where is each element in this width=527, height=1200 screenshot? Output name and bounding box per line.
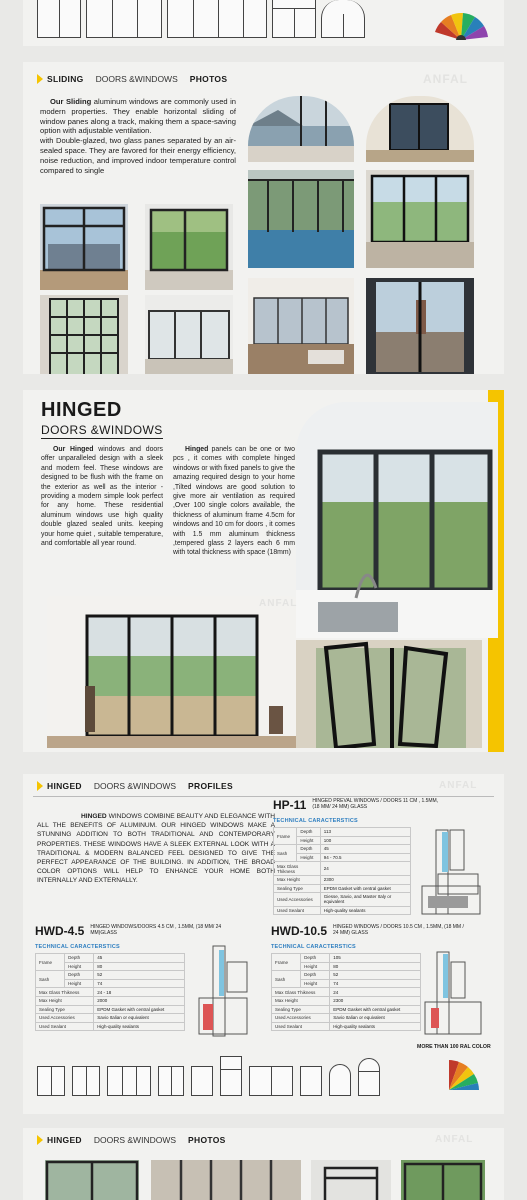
spec-frame-label: Frame <box>272 954 301 971</box>
spec-height-label: Height <box>65 979 94 988</box>
spec-height-label: Height <box>297 836 320 845</box>
window-diagram-icon <box>72 1066 100 1096</box>
hinged-col2 <box>173 445 295 558</box>
color-fan-icon <box>433 0 489 40</box>
spec-acc-label: Used Accessories <box>36 1014 94 1023</box>
header-tab: PHOTOS <box>189 74 228 84</box>
section-header <box>23 776 504 796</box>
photo-hinged-2 <box>151 1160 301 1200</box>
photo-hinged-3 <box>311 1160 391 1200</box>
sliding-lead: Our Sliding <box>50 97 92 106</box>
spec-seal-label: Sealing Type <box>274 884 321 893</box>
spec-depth-label: Depth <box>301 971 330 980</box>
hwd45-spec-table <box>35 953 185 1031</box>
spec-value: 105 <box>330 954 421 963</box>
spec-value: High-quality sealants <box>320 906 410 915</box>
spec-value: 52 <box>330 971 421 980</box>
photo-sliding-greenhill <box>366 170 474 268</box>
header-subtitle: DOORS &WINDOWS <box>95 74 178 84</box>
hinged-col1-lead: Our Hinged <box>53 446 94 453</box>
profiles-intro-body: WINDOWS COMBINE BEAUTY AND ELEGANCE WITH ALL THE BENEFITS OF ALUMINUM. OUR HINGED WINDOWS MAKE A STUNNING ADDITION TO BOTH TRADITIONAL AND CONTEMPORARY PROPERTIES. THESE WINDOWS HAVE A SLEEK EXTERNAL LOOK WITH A TRADITIONAL & MODERN BALANCED FEEL DESIGNED TO GIVE THE PERFECT APPEARANCE OF THE BUILDING. IN ADDITION, THE BROAD COLOR OPTIONS WILL HELP TO ENHANCE YOUR HOME BOTH INTERNALLY AND EXTERNALLY. <box>37 813 275 885</box>
header-rule <box>33 796 494 797</box>
window-diagrams-profiles <box>37 1056 380 1096</box>
spec-maxh-label: Max Height <box>272 996 330 1005</box>
profiles-intro <box>37 812 275 886</box>
spec-height-label: Height <box>301 962 330 971</box>
hp11-code: HP-11 <box>273 798 307 812</box>
hinged-title: HINGED <box>41 399 122 421</box>
spec-value: 74 <box>94 979 185 988</box>
spec-depth-label: Depth <box>65 954 94 963</box>
header-subtitle: DOORS &WINDOWS <box>93 781 177 791</box>
color-fan-icon <box>443 1056 489 1092</box>
spec-value: High-quality sealants <box>330 1022 421 1031</box>
photo-sliding-grid-door <box>40 295 128 374</box>
sliding-para1: aluminum windows are commonly used in modern properties. They enable horizontal sliding of window panes along a track, making them a space-saving option with adjustable ventilation. <box>40 97 237 136</box>
spec-height-label: Height <box>301 979 330 988</box>
hinged-subtitle: DOORS &WINDOWS <box>41 423 163 437</box>
hwd45-profile-section-icon <box>193 942 255 1040</box>
spec-value: 24 <box>320 862 410 876</box>
spec-frame-label: Frame <box>36 954 65 971</box>
anfal-watermark: ANFAL <box>423 72 468 86</box>
window-diagram-icon <box>37 0 81 38</box>
spec-value: 74 <box>330 979 421 988</box>
photo-hinged-tilt-window <box>296 640 482 748</box>
spec-depth-label: Depth <box>301 954 330 963</box>
header-tab: PHOTOS <box>188 1135 226 1145</box>
header-tab: PROFILES <box>188 781 233 791</box>
hinged-col1 <box>41 445 163 548</box>
hp11-profile-section-icon <box>418 826 484 918</box>
spec-value: 113 <box>320 828 410 837</box>
spec-value: 80 <box>330 962 421 971</box>
header-title: HINGED <box>47 1135 82 1145</box>
spec-seal-label: Sealing Type <box>36 1005 94 1014</box>
anfal-watermark: ANFAL <box>259 598 298 609</box>
hinged-col2-lead: Hinged <box>185 446 209 453</box>
spec-value: 45 <box>94 954 185 963</box>
hwd45-desc: HINGED WINDOWS/DOORS 4.5 CM , 1.5MM, (18 MM/ 24 MM)GLASS <box>90 924 222 936</box>
spec-sealant-label: Used Sealant <box>274 906 321 915</box>
window-diagrams-top <box>37 0 365 38</box>
spec-value: EPDM Gasket with central gasket <box>94 1005 185 1014</box>
window-diagram-icon <box>220 1056 242 1096</box>
spec-value: 94 - 70.5 <box>320 853 410 862</box>
spec-depth-label: Depth <box>297 828 320 837</box>
hwd105-profile-section-icon <box>419 948 485 1038</box>
photo-hinged-patio-doors <box>47 596 317 748</box>
photo-hinged-4 <box>401 1160 485 1200</box>
hwd45-tech-label: TECHNICAL CARACTERSTICS <box>35 944 120 950</box>
window-diagram-icon <box>358 1058 380 1096</box>
window-diagram-icon <box>107 1066 151 1096</box>
spec-value: 100 <box>320 836 410 845</box>
spec-value: 24 <box>330 988 421 997</box>
window-diagram-icon <box>321 0 365 38</box>
window-diagram-icon <box>249 1066 293 1096</box>
spec-sash-label: Sash <box>272 971 301 988</box>
photo-hinged-kitchen-window <box>296 402 498 638</box>
window-diagram-icon <box>329 1064 351 1096</box>
spec-value: Savio Italian or equivalent <box>330 1014 421 1023</box>
sliding-para2: with Double-glazed, two glass panes separated by an air-sealed space. They are favored for their energy efficiency, noise reduction, and improved indoor temperature control compared to single <box>40 136 236 175</box>
window-diagram-icon <box>272 0 316 38</box>
spec-height-label: Height <box>297 853 320 862</box>
spec-value: 24 - 18 <box>94 988 185 997</box>
window-diagram-icon <box>158 1066 184 1096</box>
photo-sliding-cityview <box>40 204 128 290</box>
spec-maxh-label: Max Height <box>36 996 94 1005</box>
spec-seal-label: Sealing Type <box>272 1005 330 1014</box>
header-subtitle: DOORS &WINDOWS <box>93 1135 177 1145</box>
spec-sealant-label: Used Sealant <box>36 1022 94 1031</box>
spec-depth-label: Depth <box>65 971 94 980</box>
photo-sliding-garden <box>145 204 233 290</box>
spec-height-label: Height <box>65 962 94 971</box>
spec-value: 52 <box>94 971 185 980</box>
accent-marker-icon <box>37 781 43 791</box>
hp11-spec-table <box>273 827 411 915</box>
hwd105-spec-table <box>271 953 421 1031</box>
spec-value: 2300 <box>330 996 421 1005</box>
spec-value: Giesse, Savio, and Master Italy or equivalent <box>320 893 410 907</box>
hinged-intro-page <box>23 390 504 752</box>
hinged-col1-body: windows and doors offer unparalleled design with a sleek and modern feel. These windows are designed to be flush with the frame on the exterior as well as the interior - providing a modern simple look perfect for any home. These residential aluminum windows use high quality double glazed sealed units. keeping your home quiet , suitable temperature, and comfortable all year round. <box>41 446 164 548</box>
spec-value: High-quality sealants <box>94 1022 185 1031</box>
spec-value: Savio Italian or equivalent <box>94 1014 185 1023</box>
header-title: SLIDING <box>47 74 84 84</box>
section-header <box>23 1130 504 1150</box>
photo-sliding-castle <box>366 278 474 374</box>
spec-value: 45 <box>320 845 410 854</box>
photo-hinged-1 <box>45 1160 139 1200</box>
spec-value: EPDM Gasket with central gasket <box>320 884 410 893</box>
spec-glass-label: Max Glass Thikness <box>36 988 94 997</box>
spec-sash-label: Sash <box>274 845 297 862</box>
hwd105-tech-label: TECHNICAL CARACTERSTICS <box>271 944 356 950</box>
ral-color-label: MORE THAN 100 RAL COLOR <box>417 1044 491 1050</box>
hinged-col2-body: panels can be one or two pcs , it comes with complete hinged windows or with fixed panels to give the amazing required design to your home ,Tilted windows are good solution to give more air ventilation as required ,Over 100 single colors available, the thickness of aluminum frame 4.5cm for windows and 10 cm for doors , it comes with 1.5 mm aluminum thickness ,tempered glass 2 layers each 6 mm with total thickness with space (18mm) <box>173 446 295 557</box>
header-title: HINGED <box>47 781 82 791</box>
window-diagram-icon <box>191 1066 213 1096</box>
anfal-watermark: ANFAL <box>435 1134 474 1145</box>
spec-value: EPDM Gasket with central gasket <box>330 1005 421 1014</box>
spec-sash-label: Sash <box>36 971 65 988</box>
profiles-page <box>23 774 504 1114</box>
spec-maxh-label: Max Height <box>274 875 321 884</box>
photo-sliding-arch-dark <box>366 96 474 162</box>
spec-acc-label: Used Accessories <box>272 1014 330 1023</box>
window-diagram-icon <box>167 0 267 38</box>
photo-sliding-arch-sea <box>248 96 354 162</box>
spec-sealant-label: Used Sealant <box>272 1022 330 1031</box>
spec-glass-label: Max Glass Thikness <box>274 862 321 876</box>
accent-marker-icon <box>37 1135 43 1145</box>
hwd105-desc: HINGED WINDOWS / DOORS 10.5 CM , 1.5MM, (18 MM / 24 MM) GLASS <box>333 924 464 936</box>
window-diagram-icon <box>86 0 162 38</box>
page-top-strip <box>23 0 504 46</box>
hp11-tech-label: TECHNICAL CARACTERSTICS <box>273 818 358 824</box>
anfal-watermark: ANFAL <box>439 780 478 791</box>
photo-sliding-pool <box>248 170 354 268</box>
spec-acc-label: Used Accessories <box>274 893 321 907</box>
spec-value: 2000 <box>94 996 185 1005</box>
window-diagram-icon <box>300 1066 322 1096</box>
spec-depth-label: Depth <box>297 845 320 854</box>
accent-marker-icon <box>37 74 43 84</box>
sliding-description <box>40 97 236 175</box>
spec-value: 80 <box>94 962 185 971</box>
spec-frame-label: Frame <box>274 828 297 845</box>
window-diagram-icon <box>37 1066 65 1096</box>
hwd105-code: HWD-10.5 <box>271 924 328 938</box>
spec-glass-label: Max Glass Thikness <box>272 988 330 997</box>
sliding-page <box>23 62 504 374</box>
spec-value: 2300 <box>320 875 410 884</box>
hp11-desc: HINGED PREVAL WINDOWS / DOORS 11 CM , 1.5MM, (18 MM/ 24 MM) GLASS <box>312 798 439 810</box>
hwd45-code: HWD-4.5 <box>35 924 85 938</box>
profiles-intro-lead: HINGED <box>81 813 107 820</box>
photo-sliding-room <box>145 295 233 374</box>
photo-sliding-livingroom <box>248 278 354 374</box>
hinged-photos-page <box>23 1128 504 1200</box>
